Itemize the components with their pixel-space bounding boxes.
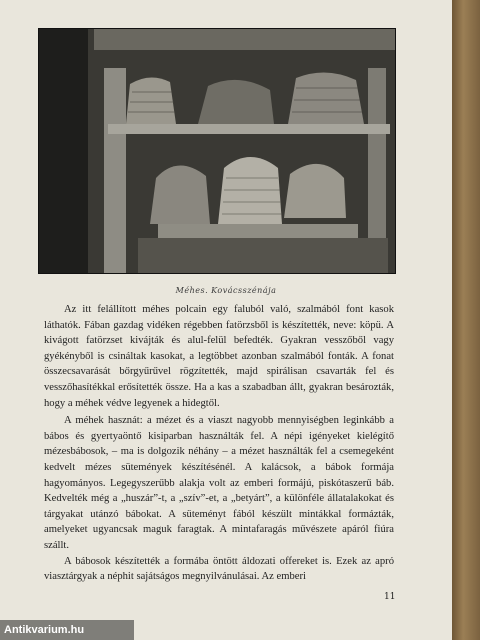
paragraph-1: Az itt felállított méhes polcain egy faluból való, szalmából font kasok láthatók. Fában gazdag vidéken régebben fatörzsből is készítették, neve: köpü. A kivágott fatörzset kivájták és alul-felül befedték. Gyakran vesszőből vagy gyékényből is csináltak kasokat, a legtöbbet azonban szalmából fonták. A fonat összecsavarását bőrgyűrűvel rögzítették, majd spirálisan csavarták fel és vesszőhasítékkal erősítették össze. Ha a kas a szabadban állt, gyakran besározták, hogy a méhek védve legyenek a hidegtől. [44,304,394,409]
book-edge [452,0,480,640]
beehive-photo [38,28,396,274]
photo-illustration [38,28,396,274]
page-number: 11 [384,592,396,602]
paragraph-2: A méhek hasznát: a mézet és a viaszt nagyobb mennyiségben leginkább a bábos és gyertyaöntő kisiparban használták fel. A népi igényeket kielégítő mézesbábosok, – ma is dolgozik néhány – a mézet használták fel a csemegeként kedvelt mézes sütemények készítésénél. A kalácsok, a bábok formája hagyományos. Legegyszerűbb alakja volt az emberi formájú, piskótaszerű báb. Kedvelték még a „huszár”-t, a „szív”-et, a „betyárt”, a különféle állatalakokat és tárgyakat utánzó bábokat. A süteményt fából készült mintákkal formázták, amelyeket ugyancsak maguk faragtak. A mintafaragás művészete apáról fiúra szállt. [44,415,394,551]
watermark: Antikvarium.hu [0,620,134,640]
body-text [44,302,394,585]
paragraph-3: A bábosok készítették a formába öntött áldozati offereket is. Ezek az apró viasztárgyak a néphit sajátságos megnyilvánulásai. Az emberi [44,555,394,583]
photo-caption: Méhes. Kovácsszénája [175,286,277,295]
